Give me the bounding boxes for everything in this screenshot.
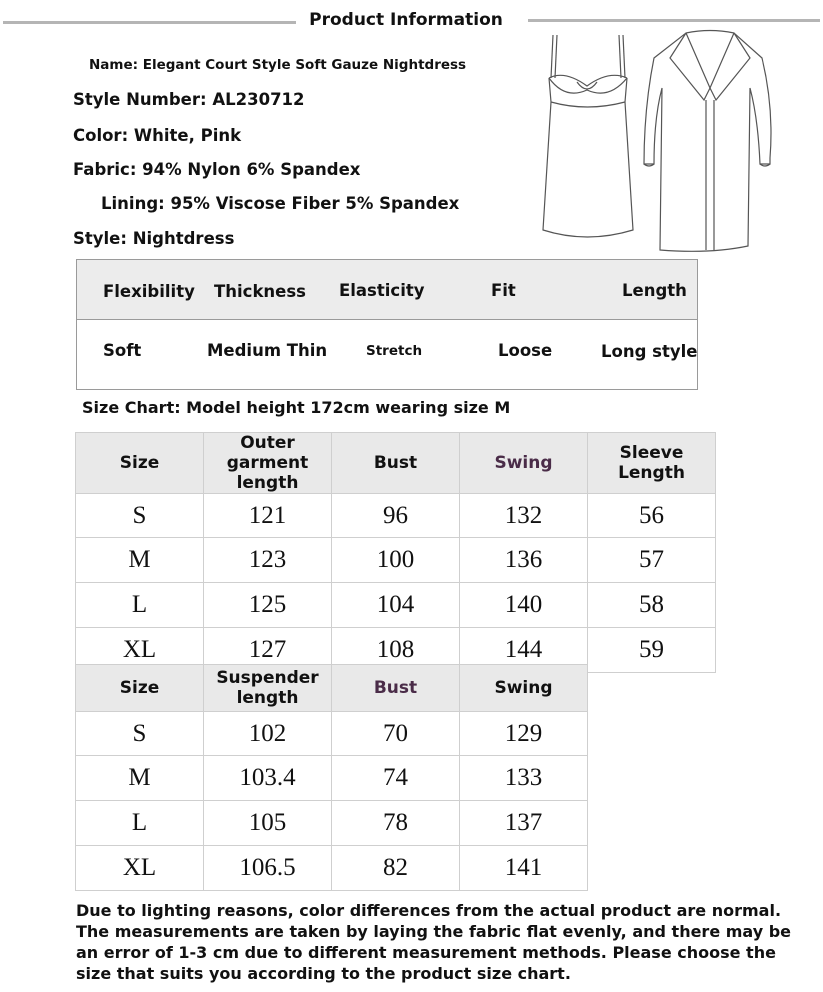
cell: 57 bbox=[588, 538, 716, 583]
product-style: Style: Nightdress bbox=[73, 229, 235, 248]
cell: 108 bbox=[332, 628, 460, 673]
title-rule-right bbox=[528, 19, 820, 22]
title-rule-left bbox=[3, 21, 296, 24]
cell: L bbox=[76, 583, 204, 628]
cell: 82 bbox=[332, 846, 460, 891]
attr-header-flexibility: Flexibility bbox=[103, 282, 195, 301]
cell: 56 bbox=[588, 494, 716, 538]
table-row bbox=[76, 846, 588, 891]
table-row bbox=[76, 801, 588, 846]
table-row bbox=[76, 494, 716, 538]
disclaimer-text: Due to lighting reasons, color differences from the actual product are normal. The measurements are taken by laying the fabric flat evenly, and there may be an error of 1-3 cm due to different measurement methods. Please choose the size that suits you according to the product size chart. bbox=[76, 901, 792, 983]
suspender-size-table bbox=[75, 664, 588, 891]
product-name: Name: Elegant Court Style Soft Gauze Nightdress bbox=[89, 57, 467, 73]
outer-size-table bbox=[75, 432, 716, 673]
table-row bbox=[76, 583, 716, 628]
cell: 59 bbox=[588, 628, 716, 673]
cell: 106.5 bbox=[204, 846, 332, 891]
cell: M bbox=[76, 756, 204, 801]
table-row bbox=[76, 756, 588, 801]
header-suspender-length: Suspender length bbox=[204, 665, 332, 712]
cell: 140 bbox=[460, 583, 588, 628]
header-bust: Bust bbox=[332, 433, 460, 494]
attr-header-fit: Fit bbox=[491, 281, 516, 300]
attr-value-thickness: Medium Thin bbox=[207, 341, 328, 360]
cell: 127 bbox=[204, 628, 332, 673]
table-header-row bbox=[76, 433, 716, 494]
table-row bbox=[76, 538, 716, 583]
outer-robe-sketch bbox=[640, 28, 780, 258]
cell: 136 bbox=[460, 538, 588, 583]
header-swing: Swing bbox=[460, 665, 588, 712]
cell: M bbox=[76, 538, 204, 583]
size-chart-note: Size Chart: Model height 172cm wearing size M bbox=[82, 398, 511, 417]
cell: 78 bbox=[332, 801, 460, 846]
attr-value-length: Long style bbox=[601, 342, 698, 361]
cell: 141 bbox=[460, 846, 588, 891]
product-fabric: Fabric: 94% Nylon 6% Spandex bbox=[73, 160, 361, 179]
attr-value-fit: Loose bbox=[498, 341, 553, 360]
style-number: Style Number: AL230712 bbox=[73, 90, 305, 109]
cell: XL bbox=[76, 628, 204, 673]
page-title: Product Information bbox=[309, 10, 503, 30]
product-lining: Lining: 95% Viscose Fiber 5% Spandex bbox=[101, 194, 460, 213]
cell: 70 bbox=[332, 712, 460, 756]
cell: 100 bbox=[332, 538, 460, 583]
cell: 74 bbox=[332, 756, 460, 801]
attr-header-thickness: Thickness bbox=[214, 282, 306, 301]
attr-header-length: Length bbox=[622, 281, 687, 300]
cell: 129 bbox=[460, 712, 588, 756]
attr-header-elasticity: Elasticity bbox=[339, 281, 425, 300]
cell: L bbox=[76, 801, 204, 846]
cell: 137 bbox=[460, 801, 588, 846]
product-color: Color: White, Pink bbox=[73, 126, 242, 145]
cell: 103.4 bbox=[204, 756, 332, 801]
attributes-table bbox=[76, 259, 698, 390]
header-outer-length: Outer garment length bbox=[204, 433, 332, 494]
attr-value-flexibility: Soft bbox=[103, 341, 142, 360]
cell: 132 bbox=[460, 494, 588, 538]
cell: S bbox=[76, 494, 204, 538]
cell: 121 bbox=[204, 494, 332, 538]
cell: 96 bbox=[332, 494, 460, 538]
cell: 133 bbox=[460, 756, 588, 801]
cell: 58 bbox=[588, 583, 716, 628]
cell: XL bbox=[76, 846, 204, 891]
header-bust: Bust bbox=[332, 665, 460, 712]
cell: S bbox=[76, 712, 204, 756]
header-size: Size bbox=[76, 665, 204, 712]
table-row bbox=[76, 712, 588, 756]
header-size: Size bbox=[76, 433, 204, 494]
cell: 104 bbox=[332, 583, 460, 628]
cell: 125 bbox=[204, 583, 332, 628]
header-sleeve-length: Sleeve Length bbox=[588, 433, 716, 494]
table-header-row bbox=[76, 665, 588, 712]
attr-value-elasticity: Stretch bbox=[366, 343, 423, 359]
cell: 105 bbox=[204, 801, 332, 846]
slip-dress-sketch bbox=[535, 30, 645, 260]
cell: 144 bbox=[460, 628, 588, 673]
cell: 102 bbox=[204, 712, 332, 756]
header-swing: Swing bbox=[460, 433, 588, 494]
cell: 123 bbox=[204, 538, 332, 583]
